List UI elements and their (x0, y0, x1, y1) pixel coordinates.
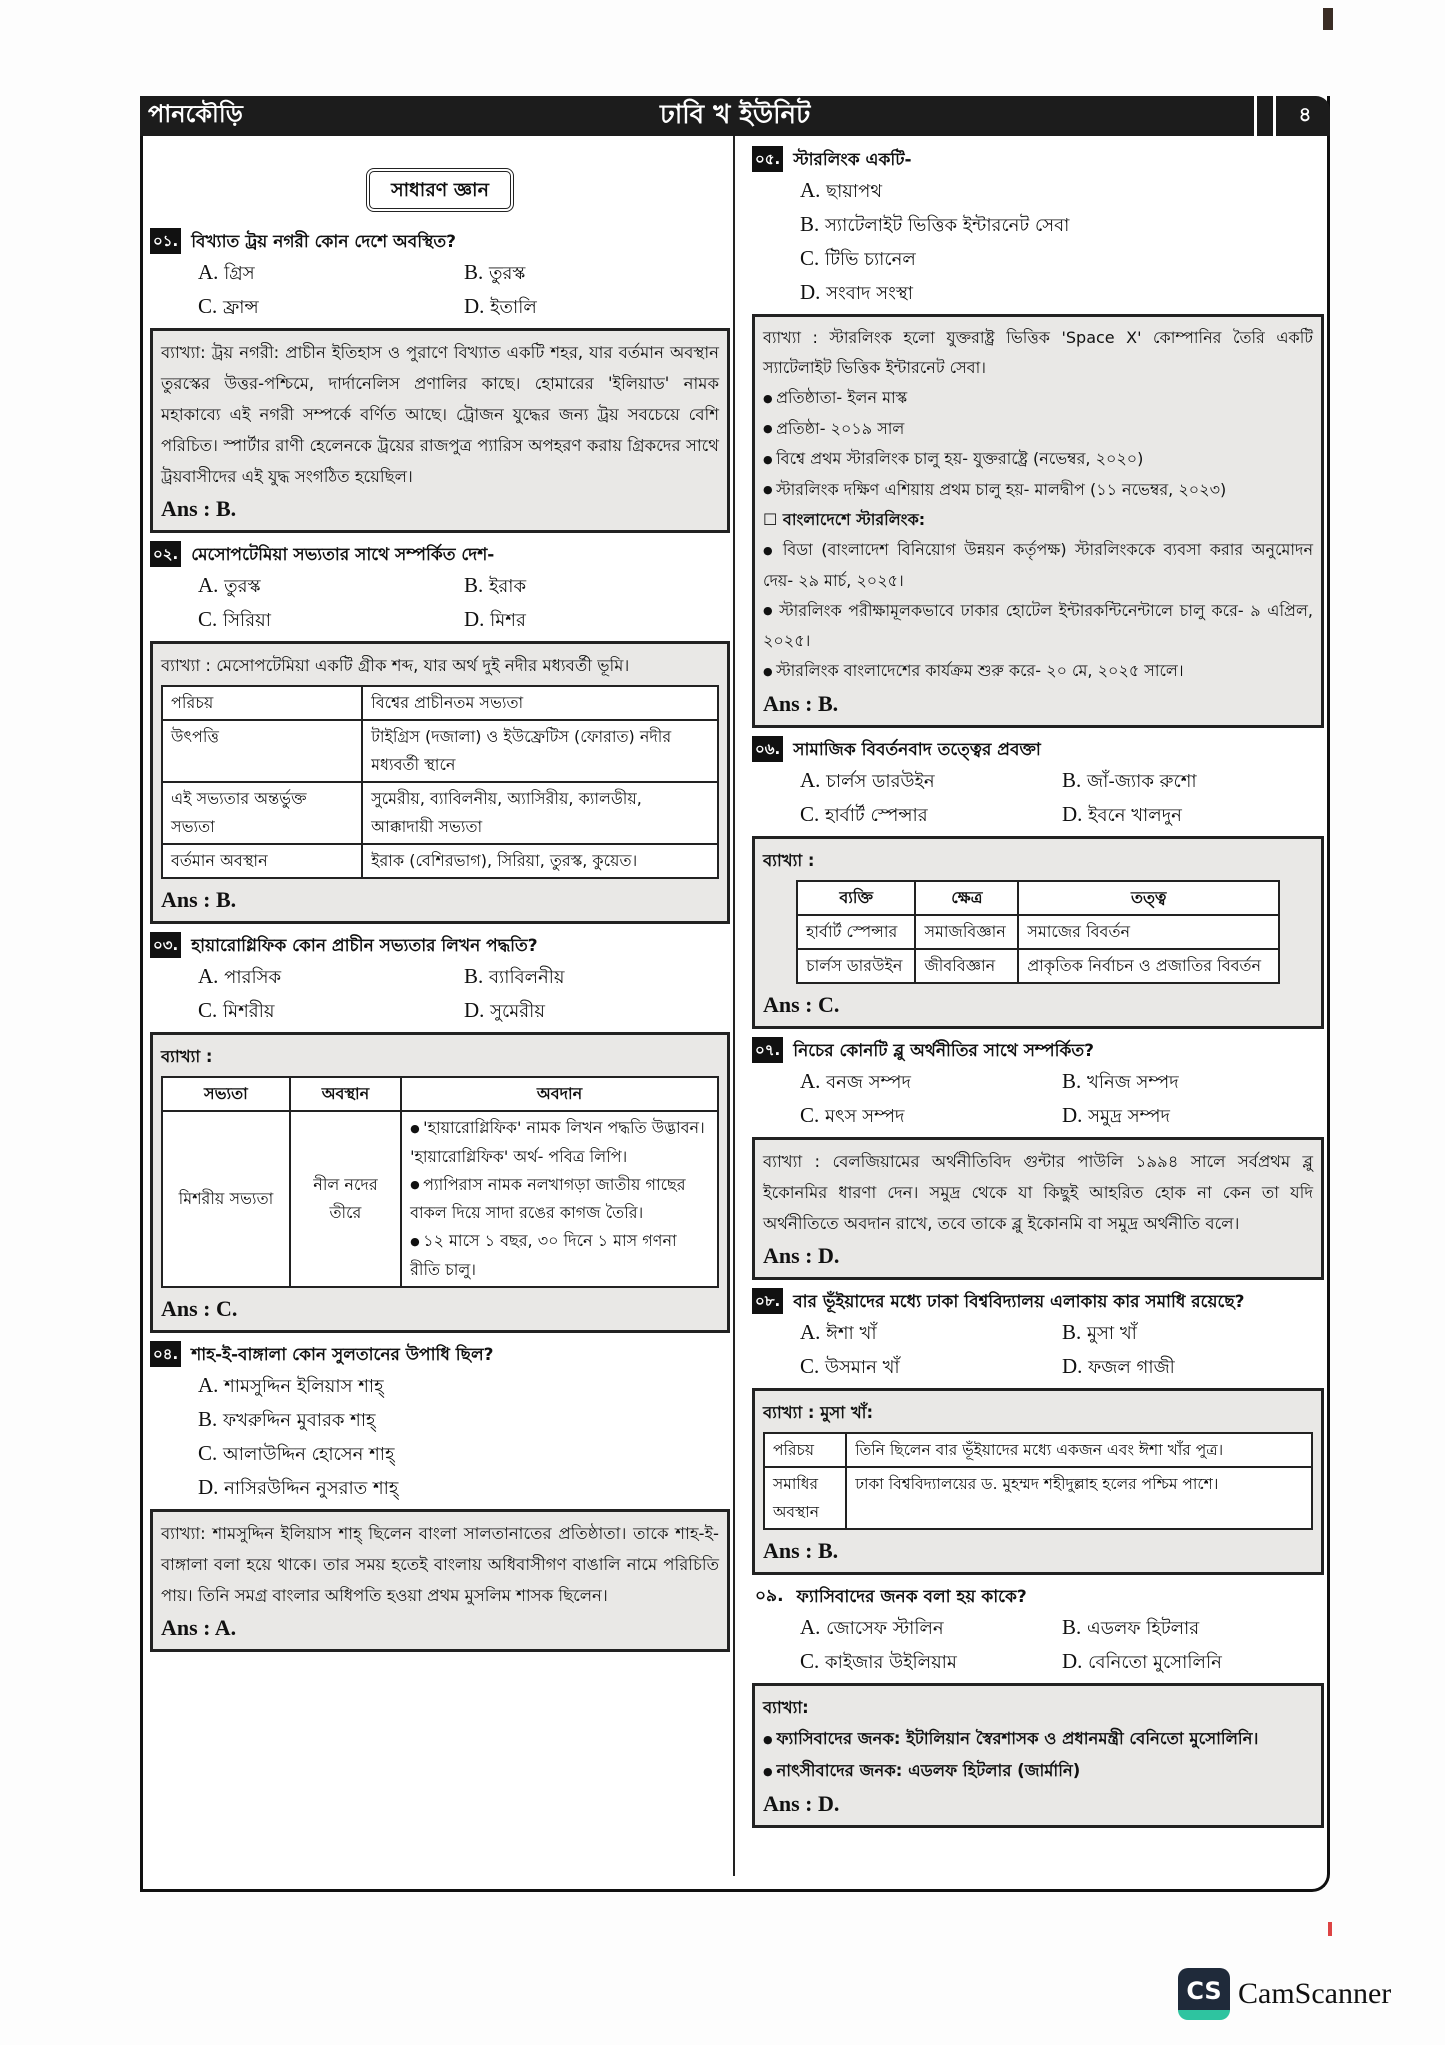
question-text: মেসোপটেমিয়া সভ্যতার সাথে সম্পর্কিত দেশ- (191, 545, 495, 565)
explanation-box (752, 314, 1324, 728)
table-cell: উৎপত্তি (162, 720, 362, 782)
text: নাসিরউদ্দিন নুসরাত শাহ্ (224, 1477, 399, 1499)
text: C. (198, 607, 218, 631)
text: D. (1062, 1648, 1083, 1673)
table-header-cell: সভ্যতা (162, 1077, 290, 1111)
bullet-item: ● ফ্যাসিবাদের জনক: ইটালিয়ান স্বৈরশাসক ও প্রধানমন্ত্রী বেনিতো মুসোলিনি। (763, 1723, 1313, 1755)
text: A. (800, 1319, 821, 1344)
option-d[interactable] (464, 290, 730, 324)
option-d[interactable] (464, 603, 730, 637)
option-a[interactable] (198, 1369, 730, 1403)
question-number: ০৮. (752, 1288, 783, 1314)
question-number: ০৩. (150, 932, 181, 958)
question-number: ০৪. (150, 1341, 181, 1367)
option-a[interactable] (800, 1611, 1062, 1645)
text: B. (1062, 1319, 1082, 1344)
question-8 (752, 1288, 1324, 1575)
question-number: ০১. (150, 228, 181, 254)
option-a[interactable] (800, 1065, 1062, 1099)
option-d[interactable] (1062, 798, 1324, 832)
option-c[interactable] (198, 1437, 730, 1471)
text: D. (1062, 1102, 1083, 1127)
text: A. (800, 767, 821, 792)
text: D. (464, 607, 485, 631)
text: এডলফ হিটলার (1087, 1617, 1200, 1639)
table-cell: পরিচয় (764, 1433, 846, 1467)
text: ঈশা খাঁ (826, 1322, 877, 1344)
table-header-cell: ব্যক্তি (797, 881, 915, 915)
table-row (162, 1111, 718, 1287)
options (752, 1065, 1324, 1133)
text: ফজল গাজী (1088, 1356, 1175, 1378)
text: C. (198, 294, 218, 318)
answer: Ans : B. (763, 1537, 839, 1563)
answer: Ans : A. (161, 1614, 237, 1640)
options (150, 569, 730, 637)
option-d[interactable] (800, 276, 1324, 310)
table-cell: মিশরীয় সভ্যতা (162, 1111, 290, 1287)
explanation-box (150, 641, 730, 924)
info-table (763, 1432, 1313, 1530)
text: A. (800, 178, 821, 202)
option-a[interactable] (198, 569, 464, 603)
explanation-text: ব্যাখ্যা: (763, 1697, 809, 1717)
options (752, 764, 1324, 832)
bullet-item: ● প্রতিষ্ঠা- ২০১৯ সাল (763, 414, 1313, 445)
text: ব্যাবিলনীয় (489, 967, 565, 988)
text: মিশর (490, 610, 526, 631)
question-text: বিখ্যাত ট্রয় নগরী কোন দেশে অবস্থিত? (191, 232, 456, 252)
option-b[interactable] (1062, 764, 1324, 798)
option-c[interactable] (800, 1099, 1062, 1133)
question-7 (752, 1037, 1324, 1280)
table-cell: তিনি ছিলেন বার ভূঁইয়াদের মধ্যে একজন এবং ঈশা খাঁর পুত্র। (846, 1433, 1312, 1467)
table-cell: সমাজবিজ্ঞান (915, 915, 1018, 949)
header-bars-decoration (1254, 96, 1276, 136)
right-column (752, 146, 1324, 1828)
explanation-text: ব্যাখ্যা : (763, 850, 815, 870)
column-divider (733, 136, 735, 1876)
option-b[interactable] (464, 256, 730, 290)
text: গ্রিস (224, 263, 255, 284)
question-text: সামাজিক বিবর্তনবাদ তত্ত্বের প্রবক্তা (793, 739, 1041, 760)
explanation-box (752, 1683, 1324, 1828)
page-header (140, 96, 1330, 136)
table-row (162, 844, 718, 878)
question-6 (752, 736, 1324, 1029)
text: C. (800, 1353, 820, 1378)
table-cell: টাইগ্রিস (দজালা) ও ইউফ্রেটিস (ফোরাত) নদীর মধ্যবর্তী স্থানে (362, 720, 718, 782)
question-number: ০৯. (755, 1585, 784, 1606)
question-number: ০৫. (752, 146, 783, 172)
question-3 (150, 932, 730, 1333)
option-c[interactable] (198, 290, 464, 324)
answer: Ans : D. (763, 1242, 840, 1268)
text: সিরিয়া (223, 610, 271, 631)
explanation-box (150, 328, 730, 533)
explanation-text: ব্যাখ্যা : মেসোপটেমিয়া একটি গ্রীক শব্দ, যার অর্থ দুই নদীর মধ্যবর্তী ভূমি। (161, 656, 630, 675)
table-cell: ঢাকা বিশ্ববিদ্যালয়ের ড. মুহম্মদ শহীদুল্লাহ হলের পশ্চিম পাশে। (846, 1467, 1312, 1529)
text: B. (1062, 1614, 1082, 1639)
options (752, 174, 1324, 310)
table-cell: সুমেরীয়, ব্যাবিলনীয়, অ্যাসিরীয়, ক্যালডীয়, আক্কাদায়ী সভ্যতা (362, 782, 718, 844)
option-a[interactable] (800, 764, 1062, 798)
text: আলাউদ্দিন হোসেন শাহ্ (223, 1443, 395, 1465)
question-1 (150, 228, 730, 533)
answer: Ans : B. (161, 887, 237, 912)
text: A. (198, 573, 219, 597)
camscanner-text: CamScanner (1238, 1977, 1392, 2010)
explanation-box (752, 1388, 1324, 1575)
section-title: সাধারণ জ্ঞান (366, 168, 514, 212)
text: ইতালি (490, 297, 537, 318)
answer: Ans : B. (763, 690, 839, 716)
text: বনজ সম্পদ (826, 1071, 911, 1093)
answer: Ans : D. (763, 1790, 840, 1816)
bullet-item: ● বিডা (বাংলাদেশ বিনিয়োগ উন্নয়ন কর্তৃপক্ষ) স্টারলিংককে ব্যবসা করার অনুমোদন দেয়- ২৯ মার্চ, ২০২৫। (763, 535, 1313, 596)
table-row (764, 1467, 1312, 1529)
option-b[interactable] (800, 208, 1324, 242)
text: কাইজার উইলিয়াম (825, 1651, 957, 1673)
explanation-box (150, 1509, 730, 1652)
table-cell: সমাধির অবস্থান (764, 1467, 846, 1529)
option-a[interactable] (800, 1316, 1062, 1350)
option-b[interactable] (464, 569, 730, 603)
question-text: বার ভূঁইয়াদের মধ্যে ঢাকা বিশ্ববিদ্যালয় এলাকায় কার সমাধি রয়েছে? (793, 1291, 1245, 1312)
table-row (162, 686, 718, 720)
question-text: হায়ারোগ্লিফিক কোন প্রাচীন সভ্যতার লিখন পদ্ধতি? (191, 936, 538, 956)
question-2 (150, 541, 730, 924)
explanation-text: ব্যাখ্যা : (161, 1047, 213, 1066)
explanation-text: ব্যাখ্যা: ট্রয় নগরী: প্রাচীন ইতিহাস ও পুরাণে বিখ্যাত একটি শহর, যার বর্তমান অবস্থান তুরস্কের উত্তর-পশ্চিমে, দার্দানেলিস প্রণালির কাছে। হোমারের 'ইলিয়াড' নামক মহাকাব্যে এই নগরী সম্পর্কে বর্ণিত আছে। ট্রোজন যুদ্ধের জন্য ট্রয় সবচেয়ে বেশি পরিচিত। স্পার্টার রাণী হেলেনকে ট্রয়ের রাজপুত্র প্যারিস অপহরণ করায় গ্রিকদের সাথে ট্রয়বাসীদের এই যুদ্ধ সংগঠিত হয়েছিল। (161, 343, 719, 486)
text: C. (800, 801, 820, 826)
bullet-item: ● স্টারলিংক বাংলাদেশের কার্যক্রম শুরু করে- ২০ মে, ২০২৫ সালে। (763, 656, 1313, 687)
options (150, 256, 730, 324)
answer: Ans : C. (161, 1295, 238, 1321)
option-c[interactable] (800, 1645, 1062, 1679)
question-number: ০২. (150, 541, 181, 567)
text: মুসা খাঁ (1087, 1322, 1137, 1344)
table-cell: হার্বার্ট স্পেন্সার (797, 915, 915, 949)
text: সংবাদ সংস্থা (826, 283, 913, 304)
text: B. (198, 1406, 218, 1431)
option-a[interactable] (800, 174, 1324, 208)
explanation-text: ব্যাখ্যা : মুসা খাঁ: (763, 1402, 874, 1422)
table-cell: পরিচয় (162, 686, 362, 720)
left-column (150, 146, 730, 1652)
text: A. (800, 1068, 821, 1093)
info-table (161, 685, 719, 879)
options (150, 960, 730, 1028)
table-cell: নীল নদের তীরে (290, 1111, 401, 1287)
subheading: ☐ বাংলাদেশে স্টারলিংক: (763, 505, 1313, 535)
text: B. (1062, 1068, 1082, 1093)
question-text: স্টারলিংক একটি- (793, 150, 912, 170)
text: সমুদ্র সম্পদ (1088, 1105, 1170, 1127)
table-cell: প্রাকৃতিক নির্বাচন ও প্রজাতির বিবর্তন (1018, 949, 1279, 983)
text: C. (800, 1648, 820, 1673)
option-c[interactable] (800, 242, 1324, 276)
publisher-brand: পানকৌড়ি (148, 100, 243, 128)
text: চার্লস ডারউইন (826, 770, 935, 792)
text: B. (1062, 767, 1082, 792)
text: B. (800, 212, 820, 236)
question-5 (752, 146, 1324, 728)
question-text: শাহ-ই-বাঙ্গালা কোন সুলতানের উপাধি ছিল? (191, 1344, 494, 1365)
scan-edge-mark (1323, 8, 1333, 30)
text: ফ্রান্স (223, 297, 259, 318)
bullet-item: ● 'হায়ারোগ্লিফিক' নামক লিখন পদ্ধতি উদ্ভাবন। 'হায়ারোগ্লিফিক' অর্থ- পবিত্র লিপি। (410, 1114, 709, 1171)
text: D. (800, 280, 821, 304)
table-cell: বিশ্বের প্রাচীনতম সভ্যতা (362, 686, 718, 720)
option-a[interactable] (198, 256, 464, 290)
text: মৎস সম্পদ (825, 1105, 905, 1127)
text: শামসুদ্দিন ইলিয়াস শাহ্ (224, 1375, 384, 1397)
text: টিভি চ্যানেল (825, 249, 916, 270)
option-b[interactable] (1062, 1316, 1324, 1350)
question-4 (150, 1341, 730, 1652)
text: B. (464, 573, 484, 597)
text: বেনিতো মুসোলিনি (1088, 1651, 1222, 1673)
table-header-cell: ক্ষেত্র (915, 881, 1018, 915)
camscanner-logo-icon: CS (1178, 1968, 1230, 2020)
text: ছায়াপথ (826, 181, 882, 202)
text: পারসিক (224, 967, 282, 988)
question-9 (752, 1583, 1324, 1828)
explanation-box (150, 1032, 730, 1333)
text: ইরাক (489, 576, 527, 597)
text: A. (800, 1614, 821, 1639)
text: খনিজ সম্পদ (1087, 1071, 1179, 1093)
text: সুমেরীয় (490, 1001, 545, 1022)
bullet-item: ● বিশ্বে প্রথম স্টারলিংক চালু হয়- যুক্তরাষ্ট্রে (নভেম্বর, ২০২০) (763, 444, 1313, 475)
bullet-item: ● নাৎসীবাদের জনক: এডলফ হিটলার (জার্মানি) (763, 1755, 1313, 1787)
text: A. (198, 964, 219, 988)
text: C. (800, 246, 820, 270)
table-cell: চার্লস ডারউইন (797, 949, 915, 983)
text: C. (800, 1102, 820, 1127)
table-header-row (797, 881, 1279, 915)
question-number: ০৬. (752, 736, 783, 762)
table-row (162, 720, 718, 782)
table-cell: এই সভ্যতার অন্তর্ভুক্ত সভ্যতা (162, 782, 362, 844)
theory-table (796, 880, 1280, 984)
bullet-item: ● প্যাপিরাস নামক নলখাগড়া জাতীয় গাছের বাকল দিয়ে সাদা রঙের কাগজ তৈরি। (410, 1171, 709, 1228)
table-row (764, 1433, 1312, 1467)
bullet-item: ● প্রতিষ্ঠাতা- ইলন মাস্ক (763, 383, 1313, 414)
option-a[interactable] (198, 960, 464, 994)
text: স্যাটেলাইট ভিত্তিক ইন্টারনেট সেবা (825, 215, 1070, 236)
unit-title: ঢাবি খ ইউনিট (660, 100, 811, 130)
text: B. (464, 964, 484, 988)
text: ইবনে খালদুন (1088, 804, 1182, 826)
table-row (797, 915, 1279, 949)
camscanner-watermark (1178, 1968, 1391, 2020)
text: D. (1062, 1353, 1083, 1378)
question-text: নিচের কোনটি ব্লু অর্থনীতির সাথে সম্পর্কিত? (793, 1040, 1094, 1061)
explanation-text: ব্যাখ্যা: শামসুদ্দিন ইলিয়াস শাহ্ ছিলেন বাংলা সালতানাতের প্রতিষ্ঠাতা। তাকে শাহ-ই-বাঙ্গালা বলা হয়ে থাকে। তার সময় হতেই বাংলায় অধিবাসীগণ বাঙালি নামে পরিচিতি পায়। তিনি সমগ্র বাংলার অধিপতি হওয়া প্রথম মুসলিম শাসক ছিলেন। (161, 1523, 719, 1605)
option-c[interactable] (198, 994, 464, 1028)
option-b[interactable] (464, 960, 730, 994)
text: জাঁ-জ্যাক রুশো (1087, 770, 1197, 792)
text: তুরস্ক (224, 576, 261, 597)
table-header-cell: তত্ত্ব (1018, 881, 1279, 915)
option-d[interactable] (1062, 1099, 1324, 1133)
option-d[interactable] (1062, 1350, 1324, 1384)
text: C. (198, 998, 218, 1022)
table-cell: সমাজের বিবর্তন (1018, 915, 1279, 949)
scan-edge-mark (1328, 1922, 1332, 1936)
options (752, 1611, 1324, 1679)
explanation-box (752, 1137, 1324, 1280)
option-c[interactable] (800, 798, 1062, 832)
text: C. (198, 1440, 218, 1465)
option-d[interactable] (198, 1471, 730, 1505)
bullet-item: ● স্টারলিংক দক্ষিণ এশিয়ায় প্রথম চালু হয়- মালদ্বীপ (১১ নভেম্বর, ২০২৩) (763, 475, 1313, 506)
options (752, 1316, 1324, 1384)
text: D. (464, 294, 485, 318)
bullet-item: ● স্টারলিংক পরীক্ষামূলকভাবে ঢাকার হোটেল ইন্টারকন্টিনেন্টালে চালু করে- ৯ এপ্রিল, ২০২৫। (763, 596, 1313, 657)
table-cell (401, 1111, 718, 1287)
table-row (162, 782, 718, 844)
table-header-row (162, 1077, 718, 1111)
option-b[interactable] (1062, 1611, 1324, 1645)
table-cell: বর্তমান অবস্থান (162, 844, 362, 878)
text: তুরস্ক (489, 263, 526, 284)
text: D. (464, 998, 485, 1022)
explanation-box (752, 836, 1324, 1029)
answer: Ans : C. (763, 991, 840, 1017)
option-b[interactable] (1062, 1065, 1324, 1099)
option-c[interactable] (198, 603, 464, 637)
text: জোসেফ স্টালিন (826, 1617, 944, 1639)
option-d[interactable] (464, 994, 730, 1028)
option-c[interactable] (800, 1350, 1062, 1384)
question-number: ০৭. (752, 1037, 783, 1063)
answer: Ans : B. (161, 496, 237, 521)
option-b[interactable] (198, 1403, 730, 1437)
civilization-table (161, 1076, 719, 1288)
options (150, 1369, 730, 1505)
text: B. (464, 260, 484, 284)
explanation-text: ব্যাখ্যা : স্টারলিংক হলো যুক্তরাষ্ট্র ভিত্তিক 'Space X' কোম্পানির তৈরি একটি স্যাটেলাইট ভিত্তিক ইন্টারনেট সেবা। (763, 328, 1313, 377)
table-row (797, 949, 1279, 983)
text: হার্বার্ট স্পেন্সার (825, 804, 928, 826)
table-cell: জীববিজ্ঞান (915, 949, 1018, 983)
text: A. (198, 260, 219, 284)
text: উসমান খাঁ (825, 1356, 900, 1378)
page-number: ৪ (1298, 101, 1312, 126)
explanation-text: ব্যাখ্যা : বেলজিয়ামের অর্থনীতিবিদ গুন্টার পাউলি ১৯৯৪ সালে সর্বপ্রথম ব্লু ইকোনমির ধারণা দেন। সমুদ্র থেকে যা কিছুই আহরিত হোক না কেন তা যদি অর্থনীতিতে অবদান রাখে, তবে তাকে ব্লু ইকোনমি বা সমুদ্র অর্থনীতি বলে। (763, 1151, 1313, 1233)
text: মিশরীয় (223, 1001, 275, 1022)
text: ফখরুদ্দিন মুবারক শাহ্ (223, 1409, 376, 1431)
text: D. (198, 1474, 219, 1499)
bullet-item: ● ১২ মাসে ১ বছর, ৩০ দিনে ১ মাস গণনা রীতি চালু। (410, 1227, 709, 1284)
question-text: ফ্যাসিবাদের জনক বলা হয় কাকে? (796, 1586, 1027, 1607)
text: D. (1062, 801, 1083, 826)
table-cell: ইরাক (বেশিরভাগ), সিরিয়া, তুরস্ক, কুয়েত। (362, 844, 718, 878)
table-header-cell: অবস্থান (290, 1077, 401, 1111)
table-header-cell: অবদান (401, 1077, 718, 1111)
text: A. (198, 1372, 219, 1397)
option-d[interactable] (1062, 1645, 1324, 1679)
